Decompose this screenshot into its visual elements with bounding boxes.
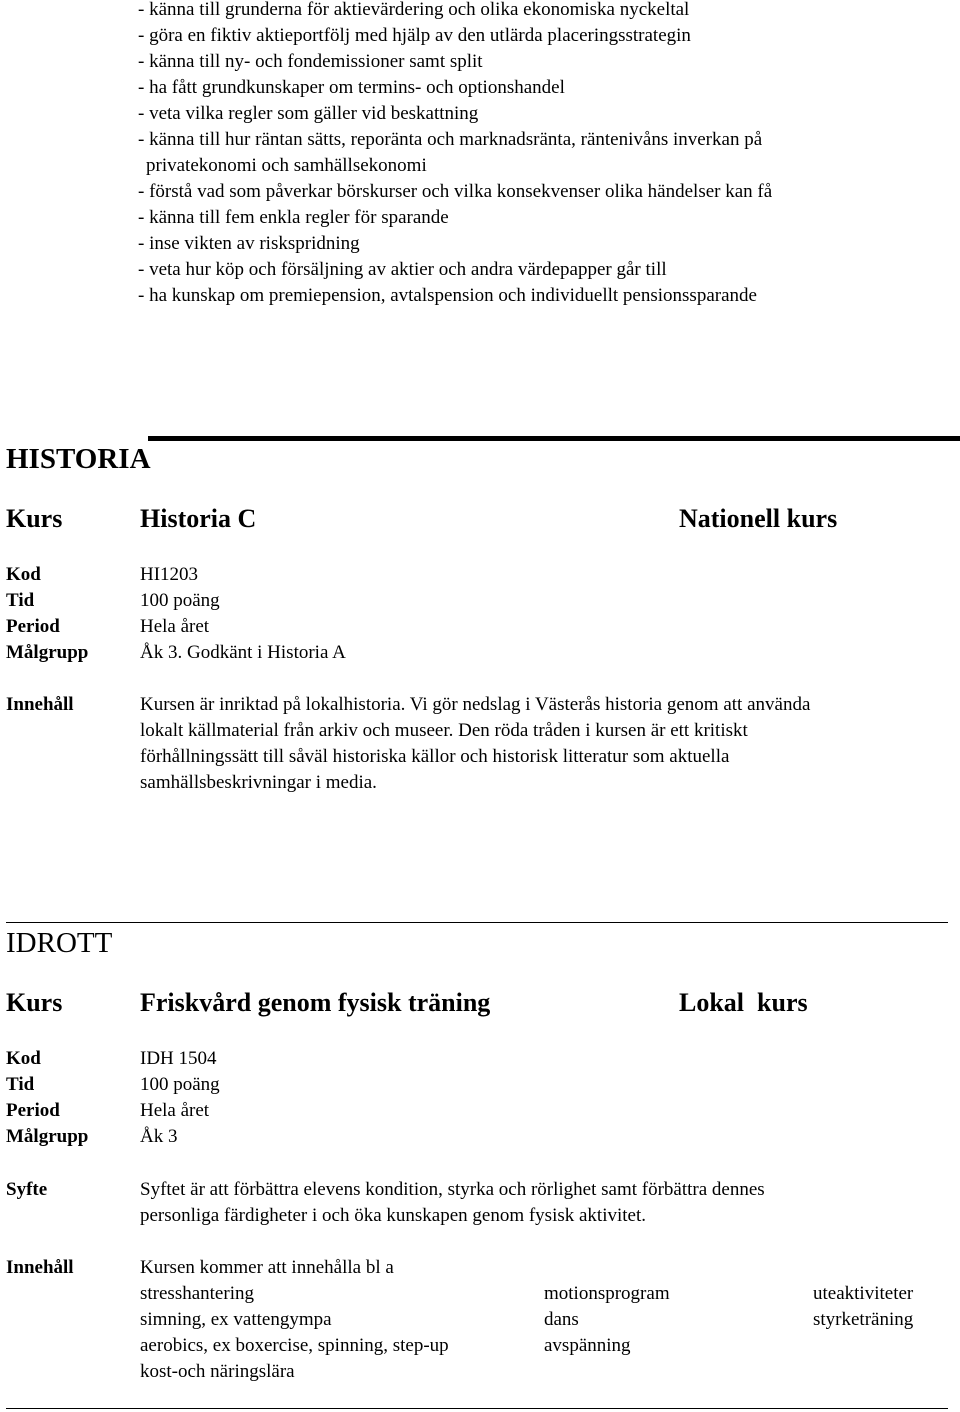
list-item: - göra en fiktiv aktieportfölj med hjälp av den utlärda placeringsstrategin	[138, 25, 691, 46]
course-name: Friskvård genom fysisk träning	[140, 988, 491, 1017]
tid-value: 100 poäng	[140, 590, 220, 611]
innehall-line: samhällsbeskrivningar i media.	[140, 772, 377, 793]
activity-item: aerobics, ex boxercise, spinning, step-up	[140, 1335, 449, 1356]
section-heading-idrott: IDROTT	[6, 927, 113, 959]
innehall-label: Innehåll	[6, 1257, 74, 1278]
course-type: Nationell kurs	[679, 504, 838, 533]
tid-label: Tid	[6, 590, 35, 611]
malgrupp-value: Åk 3. Godkänt i Historia A	[140, 642, 346, 663]
activity-item: uteaktiviteter	[813, 1283, 914, 1304]
kod-label: Kod	[6, 1048, 41, 1069]
list-item: - känna till grunderna för aktievärdering och olika ekonomiska nyckeltal	[138, 0, 690, 20]
period-value: Hela året	[140, 1100, 210, 1121]
malgrupp-label: Målgrupp	[6, 642, 89, 663]
innehall-line: förhållningssätt till såväl historiska källor och historisk litteratur som aktuella	[140, 746, 730, 767]
list-item: - känna till fem enkla regler för sparande	[138, 207, 449, 228]
activity-item: kost-och näringslära	[140, 1361, 295, 1382]
course-type: Lokal kurs	[679, 988, 808, 1017]
activity-item: stresshantering	[140, 1283, 254, 1304]
innehall-line: lokalt källmaterial från arkiv och museer. Den röda tråden i kursen är ett kritiskt	[140, 720, 748, 741]
activity-item: avspänning	[544, 1335, 631, 1356]
malgrupp-value: Åk 3	[140, 1126, 178, 1147]
innehall-intro: Kursen kommer att innehålla bl a	[140, 1257, 394, 1278]
list-item: - ha kunskap om premiepension, avtalspension och individuellt pensionssparande	[138, 285, 757, 306]
list-item: - känna till hur räntan sätts, reporänta och marknadsränta, räntenivåns inverkan på	[138, 129, 763, 150]
list-item: - inse vikten av riskspridning	[138, 233, 360, 254]
kod-label: Kod	[6, 564, 41, 585]
tid-value: 100 poäng	[140, 1074, 220, 1095]
activity-item: motionsprogram	[544, 1283, 670, 1304]
section-divider	[148, 436, 960, 441]
list-item: privatekonomi och samhällsekonomi	[146, 155, 427, 176]
activity-item: styrketräning	[813, 1309, 914, 1330]
section-heading-historia: HISTORIA	[6, 443, 151, 475]
period-label: Period	[6, 616, 60, 637]
malgrupp-label: Målgrupp	[6, 1126, 89, 1147]
activity-item: dans	[544, 1309, 579, 1330]
innehall-line: Kursen är inriktad på lokalhistoria. Vi gör nedslag i Västerås historia genom att använda	[140, 694, 811, 715]
syfte-label: Syfte	[6, 1179, 48, 1200]
innehall-label: Innehåll	[6, 694, 74, 715]
list-item: - känna till ny- och fondemissioner samt split	[138, 51, 483, 72]
tid-label: Tid	[6, 1074, 35, 1095]
kod-value: IDH 1504	[140, 1048, 217, 1069]
section-divider	[6, 922, 948, 923]
course-name: Historia C	[140, 504, 257, 533]
period-value: Hela året	[140, 616, 210, 637]
kurs-label: Kurs	[6, 504, 63, 533]
kurs-label: Kurs	[6, 988, 63, 1017]
kod-value: HI1203	[140, 564, 199, 585]
list-item: - veta vilka regler som gäller vid beskattning	[138, 103, 479, 124]
list-item: - ha fått grundkunskaper om termins- och optionshandel	[138, 77, 565, 98]
period-label: Period	[6, 1100, 60, 1121]
syfte-line: Syftet är att förbättra elevens kondition, styrka och rörlighet samt förbättra dennes	[140, 1179, 765, 1200]
syfte-line: personliga färdigheter i och öka kunskapen genom fysisk aktivitet.	[140, 1205, 647, 1226]
activity-item: simning, ex vattengympa	[140, 1309, 332, 1330]
section-divider	[6, 1408, 948, 1409]
list-item: - förstå vad som påverkar börskurser och vilka konsekvenser olika händelser kan få	[138, 181, 773, 202]
list-item: - veta hur köp och försäljning av aktier och andra värdepapper går till	[138, 259, 667, 280]
